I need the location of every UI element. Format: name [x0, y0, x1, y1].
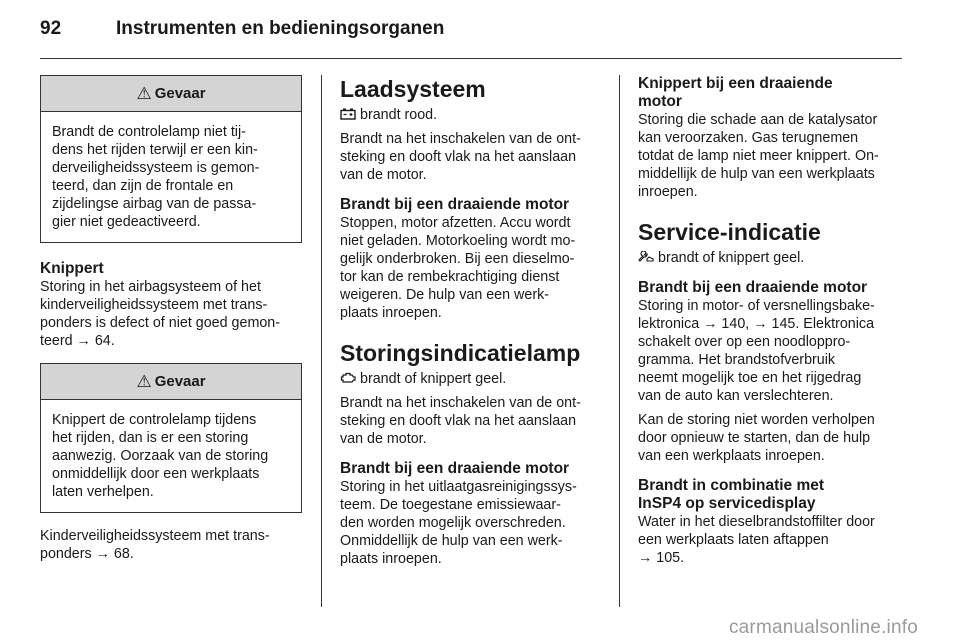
danger-text: Knippert de controlelamp tijdens het rijden, dan is er een storing aanwezig. Oorzaak van de storing onmiddellijk door een werkplaats laten verhelpen.: [52, 412, 269, 500]
danger-header: [41, 364, 301, 400]
danger-title: Gevaar: [154, 85, 206, 102]
page-title: Instrumenten en bedieningsorganen: [116, 18, 445, 39]
storing-subtext: Storing in het uitlaatgasreinigingssys- teem. De toegestane emissiewaar- den worden mogelijk overschreden. Onmiddellijk de hulp van een werk- plaats inroepen.: [340, 479, 577, 567]
laadsysteem-heading: Laadsysteem: [340, 76, 486, 102]
storingsindicatielamp-heading: Storingsindicatielamp: [340, 340, 581, 366]
laadsysteem-indicator-line: [340, 106, 602, 124]
laadsysteem-indicator-text: brandt rood.: [360, 107, 438, 123]
service-subheading: Brandt bij een draaiende motor: [638, 279, 868, 296]
danger-title: Gevaar: [154, 373, 206, 390]
column-divider: [619, 75, 620, 607]
service-indicator-text: brandt of knippert geel.: [658, 250, 805, 266]
column-right: [638, 75, 902, 567]
storing-subheading: Brandt bij een draaiende motor: [340, 460, 570, 477]
service-indicator-line: [638, 249, 902, 267]
storing-text: Brandt na het inschakelen van de ont- steking en dooft vlak na het aanslaan van de motor.: [340, 395, 581, 447]
service-text-2: Kan de storing niet worden verholpen door opnieuw te starten, dan de hulp van een werkplaats inroepen.: [638, 412, 875, 464]
laadsysteem-text: Brandt na het inschakelen van de ont- steking en dooft vlak na het aanslaan van de motor.: [340, 131, 581, 183]
column-left: [40, 75, 302, 563]
engine-check-icon: [340, 371, 356, 383]
battery-icon: [340, 107, 356, 119]
laadsysteem-subheading: Brandt bij een draaiende motor: [340, 196, 570, 213]
service-indicatie-heading: Service-indicatie: [638, 219, 821, 245]
wrench-car-icon: [638, 250, 654, 262]
danger-box-1: [40, 75, 302, 243]
combinatie-heading: Brandt in combinatie met InSP4 op servicedisplay: [638, 477, 825, 512]
service-subtext: Storing in motor- of versnellingsbake- lektronica → 140, → 145. Elektronica schakelt over op een noodloppro- gramma. Het brandstofverbruik neemt mogelijk toe en het rijgedrag van de auto kan verslechteren.: [638, 298, 875, 404]
watermark: carmanualsonline.info: [728, 617, 918, 638]
knippert-motor-heading: Knippert bij een draaiende motor: [638, 75, 833, 110]
column-divider: [321, 75, 322, 607]
page-header: [40, 18, 444, 48]
page-number: 92: [40, 18, 62, 39]
header-divider: [40, 58, 902, 59]
knippert-heading: Knippert: [40, 260, 104, 277]
danger-body: [41, 112, 301, 242]
knippert-text: Storing in het airbagsysteem of het kinderveiligheidssysteem met trans- ponders is defect of niet goed gemon- teerd → 64.: [40, 279, 281, 349]
danger-text: Brandt de controlelamp niet tij- dens het rijden terwijl er een kin- derveiligheidssysteem is gemon- teerd, dan zijn de frontale en zijdelingse airbag van de passa- gier niet gedeactiveerd.: [52, 124, 260, 230]
danger-box-2: [40, 363, 302, 513]
laadsysteem-subtext: Stoppen, motor afzetten. Accu wordt niet geladen. Motorkoeling wordt mo- gelijk onderbroken. Bij een dieselmo- tor kan de rembekrachtiging dienst weigeren. De hulp van een werk- plaats inroepen.: [340, 215, 576, 321]
warning-triangle-icon: ⚠: [136, 83, 152, 103]
reference-text: Kinderveiligheidssysteem met trans- ponders → 68.: [40, 528, 270, 562]
warning-triangle-icon: ⚠: [136, 371, 152, 391]
storing-indicator-line: [340, 370, 602, 388]
knippert-motor-text: Storing die schade aan de katalysator kan veroorzaken. Gas terugnemen totdat de lamp niet meer knippert. On- middellijk de hulp van een werkplaats inroepen.: [638, 112, 879, 200]
column-middle: [340, 75, 602, 568]
combinatie-text: Water in het dieselbrandstoffilter door een werkplaats laten aftappen → 105.: [638, 514, 875, 566]
danger-body: [41, 400, 301, 512]
storing-indicator-text: brandt of knippert geel.: [360, 371, 507, 387]
danger-header: [41, 76, 301, 112]
